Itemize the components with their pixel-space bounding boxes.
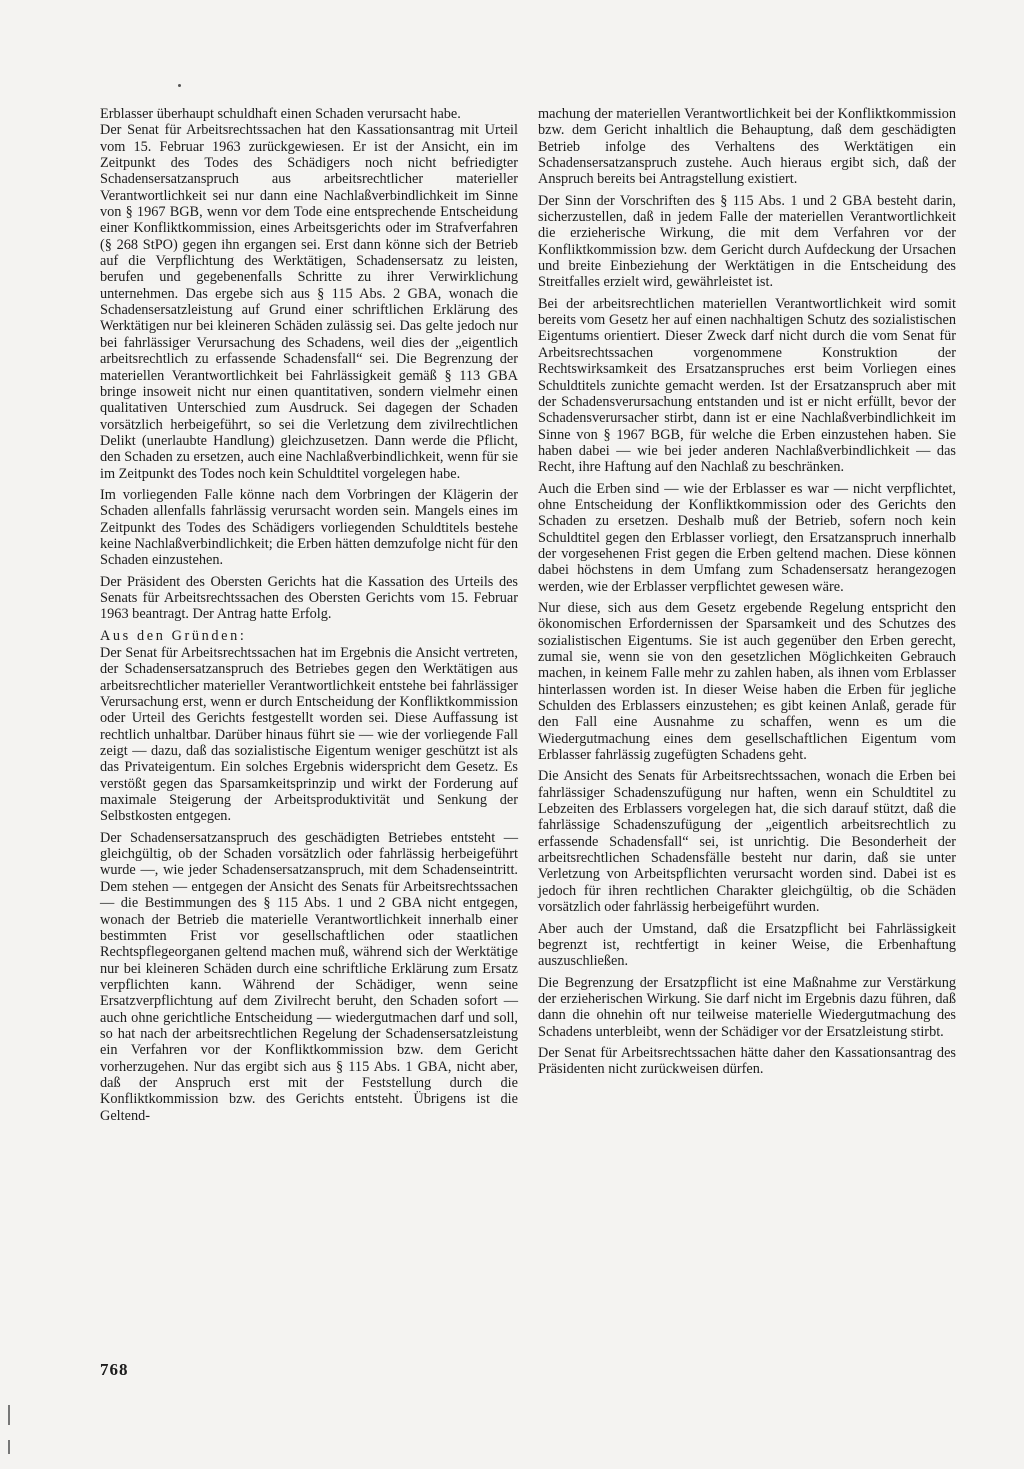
- scan-edge-mark: [8, 1440, 10, 1454]
- paragraph: Der Sinn der Vorschriften des § 115 Abs. 1 und 2 GBA besteht darin, sicherzustellen, daß in jedem Falle der materiellen Verantwortlichkeit die erzieherische Wirkung, die mit dem Verfahren vor der Konfliktkommission bzw. dem Gericht durch Aufdeckung der Ursachen und breite Einbeziehung der Werktätigen in die Entscheidung des Streitfalles erzielt wird, gewährleistet ist.: [538, 192, 956, 291]
- paragraph: Bei der arbeitsrechtlichen materiellen Verantwortlichkeit wird somit bereits vom Gesetz her auf einen nachhaltigen Schutz des sozialistischen Eigentums orientiert. Dieser Zweck darf nicht durch die vom Senat für Arbeitsrechtssachen vorgenommene Konstruktion der Rechtswirksamkeit des Ersatzanspruches erst beim Vorliegen eines Schuldtitels zunichte gemacht werden. Ist der Ersatzanspruch aber mit der Schadensverursachung entstanden und ist er nicht erfüllt, bevor der Schadensverursacher stirbt, dann ist er eine Nachlaßverbindlichkeit im Sinne von § 1967 BGB, für welche die Erben einzustehen haben. Sie haben dabei — wie bei jeder anderen Nachlaßverbindlichkeit — das Recht, ihre Haftung auf den Nachlaß zu beschränken.: [538, 295, 956, 476]
- section-heading: Aus den Gründen:: [100, 627, 247, 644]
- right-column: [538, 106, 956, 1083]
- paragraph: Aber auch der Umstand, daß die Ersatzpflicht bei Fahrlässigkeit begrenzt ist, rechtfertigt in keiner Weise, die Erbenhaftung auszuschließen.: [538, 920, 956, 970]
- paragraph: Der Präsident des Obersten Gerichts hat die Kassation des Urteils des Senats für Arbeitsrechtssachen des Obersten Gerichts vom 15. Februar 1963 beantragt. Der Antrag hatte Erfolg.: [100, 573, 518, 623]
- paragraph: Der Senat für Arbeitsrechtssachen hätte daher den Kassationsantrag des Präsidenten nicht zurückweisen dürfen.: [538, 1044, 956, 1078]
- paragraph: Der Senat für Arbeitsrechtssachen hat im Ergebnis die Ansicht vertreten, der Schadensersatzanspruch des Betriebes gegen den Werktätigen aus arbeitsrechtlicher materieller Verantwortlichkeit entstehe bei fahrlässiger Verursachung erst, wenn er durch Entscheidung der Konfliktkommission oder Urteil des Gerichts festgestellt worden sei. Diese Auffassung ist rechtlich unhaltbar. Darüber hinaus führt sie — wie der vorliegende Fall zeigt — dazu, daß das sozialistische Eigentum weniger geschützt ist als das Privateigentum. Ein solches Ergebnis widerspricht dem Gesetz. Es verstößt gegen das Sparsamkeitsprinzip und wirkt der Forderung auf maximale Steigerung der Arbeitsproduktivität und Senkung der Selbstkosten entgegen.: [100, 645, 518, 825]
- paragraph: Im vorliegenden Falle könne nach dem Vorbringen der Klägerin der Schaden allenfalls fahrlässig verursacht worden sein. Mangels eines im Zeitpunkt des Todes des Schädigers vorliegenden Schuldtitels bestehe keine Nachlaßverbindlichkeit; die Erben hätten demzufolge nicht für den Schaden einzustehen.: [100, 486, 518, 569]
- page-number: 768: [100, 1360, 129, 1379]
- paragraph: Nur diese, sich aus dem Gesetz ergebende Regelung entspricht den ökonomischen Erfordernissen der Sparsamkeit und des Schutzes des sozialistischen Eigentums. Sie ist auch gegenüber den Erben gerecht, zumal sie, wenn sie von den gesetzlichen Möglichkeiten Gebrauch machen, in keinem Falle mehr zu zahlen haben, als ihnen vom Erblasser hinterlassen worden ist. In dieser Weise haben die Erben für jegliche Schulden des Erblassers einzustehen; es gibt keinen Anlaß, gerade für den Fall eine Ausnahme zu schaffen, wenn es um die Wiedergutmachung eines dem gesellschaftlichen Eigentum vom Erblasser fahrlässig zugefügten Schadens geht.: [538, 599, 956, 764]
- scan-edge-mark: [8, 1405, 10, 1425]
- scan-speck: [178, 84, 181, 87]
- paragraph: Die Ansicht des Senats für Arbeitsrechtssachen, wonach die Erben bei fahrlässiger Schadenszufügung nur haften, wenn ein Schuldtitel zu Lebzeiten des Erblassers vorgelegen hat, die sich darauf stützt, daß die fahrlässige Schadenszufügung der „eigentlich arbeitsrechtlich zu erfassende Schadensfall“ sei, ist unrichtig. Die Besonderheit der arbeitsrechtlichen Schadensfälle besteht nur darin, daß sie unter Verletzung von Arbeitspflichten verursacht worden sind. Dabei ist es jedoch für ihren rechtlichen Charakter gleichgültig, ob die Schäden vorsätzlich oder fahrlässig herbeigeführt wurden.: [538, 768, 956, 916]
- paragraph: Der Senat für Arbeitsrechtssachen hat den Kassationsantrag mit Urteil vom 15. Februar 1963 zurückgewiesen. Er ist der Ansicht, ein im Zeitpunkt des Todes des Schädigers noch nicht befriedigter Schadensersatzanspruch aus arbeitsrechtlicher materieller Verantwortlichkeit sei nur dann eine Nachlaßverbindlichkeit im Sinne von § 1967 BGB, wenn vor dem Tode eine entsprechende Entscheidung einer Konfliktkommission, eines Arbeitsgerichts oder im Strafverfahren (§ 268 StPO) gegen ihn ergangen sei. Erst dann könne sich der Betrieb auf die Verpflichtung des Werktätigen, Schadensersatz zu leisten, berufen und gegebenenfalls Schritte zu ihrer Verwirklichung unternehmen. Das ergebe sich aus § 115 Abs. 2 GBA, wonach die Schadensersatzleistung auf Grund einer schriftlichen Erklärung des Werktätigen nur bei kleineren Schäden zulässig sei. Das gelte jedoch nur bei fahrlässiger Verursachung des Schadens, weil dies der „eigentlich arbeitsrechtlich zu erfassende Schadensfall“ sei. Die Begrenzung der materiellen Verantwortlichkeit bei Fahrlässigkeit gemäß § 113 GBA bringe insoweit nicht nur einen quantitativen, sondern vielmehr einen qualitativen Unterschied zum Ausdruck. Sei dagegen der Schaden vorsätzlich herbeigeführt, so sei die Verletzung dem zivilrechtlichen Delikt (unerlaubte Handlung) gleichzusetzen. Dann werde die Pflicht, den Schaden zu ersetzen, auch eine Nachlaßverbindlichkeit, wenn für sie im Zeitpunkt des Todes noch kein Schuldtitel vorgelegen habe.: [100, 122, 518, 482]
- paragraph: Auch die Erben sind — wie der Erblasser es war — nicht verpflichtet, ohne Entscheidung der Konfliktkommission oder des Gerichts den Schaden zu ersetzen. Deshalb muß der Betrieb, sofern noch kein Schuldtitel gegen den Erblasser vorliegt, den Ersatzanspruch innerhalb der vorgesehenen Frist gegen die Erben geltend machen. Diese können dabei höchstens in dem Umfang zum Schadensersatz herangezogen werden, wie der Erblasser verpflichtet gewesen wäre.: [538, 480, 956, 595]
- paragraph: Erblasser überhaupt schuldhaft einen Schaden verursacht habe.: [100, 106, 461, 122]
- left-column: [100, 106, 518, 1129]
- paragraph: Die Begrenzung der Ersatzpflicht ist eine Maßnahme zur Verstärkung der erzieherischen Wirkung. Sie darf nicht im Ergebnis dazu führen, daß dann die ohnehin oft nur teilweise materielle Wiedergutmachung des Schadens unterbleibt, wenn der Schädiger vor der Ersatzleistung stirbt.: [538, 974, 956, 1040]
- paragraph: machung der materiellen Verantwortlichkeit bei der Konfliktkommission bzw. dem Gericht inhaltlich die Behauptung, daß dem geschädigten Betrieb infolge des Verhaltens des Werktätigen ein Schadensersatzanspruch zustehe. Auch hieraus ergibt sich, daß der Anspruch bereits bei Antragstellung existiert.: [538, 106, 956, 188]
- paragraph: Der Schadensersatzanspruch des geschädigten Betriebes entsteht — gleichgültig, ob der Schaden vorsätzlich oder fahrlässig herbeigeführt wurde —, wie jeder Schadensersatzanspruch, mit dem Schadenseintritt. Dem stehen — entgegen der Ansicht des Senats für Arbeitsrechtssachen — die Bestimmungen des § 115 Abs. 1 und 2 GBA nicht entgegen, wonach der Betrieb die materielle Verantwortlichkeit innerhalb einer bestimmten Frist vor gesellschaftlichen oder staatlichen Rechtspflegeorganen geltend machen muß, während sich der Werktätige nur bei kleineren Schäden durch eine schriftliche Erklärung zum Ersatz verpflichten kann. Während der Schädiger, wenn seine Ersatzverpflichtung auf dem Zivilrecht beruht, den Schaden sofort — auch ohne gerichtliche Entscheidung — wiedergutmachen darf und soll, so hat nach der arbeitsrechtlichen Regelung der Schadensersatzleistung ein Verfahren vor der Konfliktkommission bzw. dem Gericht vorherzugehen. Nur das ergibt sich aus § 115 Abs. 1 GBA, nicht aber, daß der Anspruch erst mit der Feststellung durch die Konfliktkommission bzw. des Gerichts entsteht. Übrigens ist die Geltend-: [100, 829, 518, 1124]
